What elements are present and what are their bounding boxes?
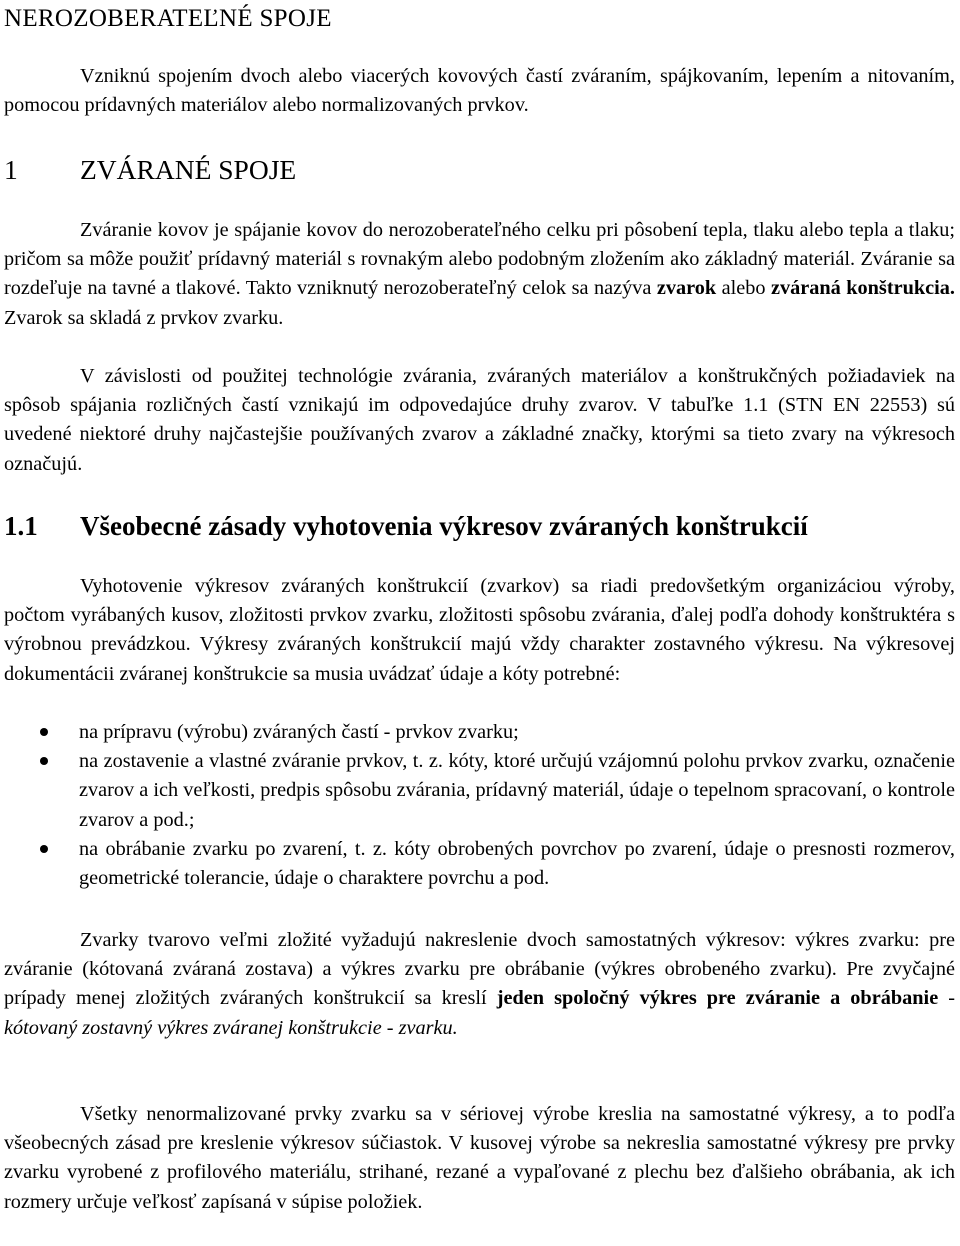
section-1-1-paragraph-3 [4, 1100, 955, 1217]
bullet-icon [40, 757, 48, 765]
section-1-1-number: 1.1 [4, 511, 38, 541]
list-item: na obrábanie zvarku po zvarení, t. z. kóty obrobených povrchov po zvarení, údaje o presnosti rozmerov, geometrické tolerancie, údaje o charaktere povrchu a pod. [4, 835, 955, 893]
s11p2-bold: jeden spoločný výkres pre zváranie a obrábanie [496, 987, 939, 1010]
s11p1-text: Vyhotovenie výkresov zváraných konštrukcií (zvarkov) sa riadi predovšetkým organizáciou výroby, počtom vyrábaných kusov, zložitosti prvkov zvarku, zložitosti spôsobu zvárania, ďalej podľa dohody konštruktéra s výrobnou prevádzkou. Výkresy zváraných konštrukcií majú vždy charakter zostavného výkresu. Na výkresovej dokumentácii zváranej konštrukcie sa musia uvádzať údaje a kóty potrebné: [4, 575, 955, 685]
section-1-1-heading [4, 509, 808, 543]
s11p3-text: Všetky nenormalizované prvky zvarku sa v sériovej výrobe kreslia na samostatné výkresy, a to podľa všeobecných zásad pre kreslenie výkresov súčiastok. V kusovej výrobe sa nekreslia samostatné výkresy pre prvky zvarku vyrobené z profilového materiálu, strihané, rezané a vypaľované z plechu bez ďalšieho obrábania, ak ich rozmery určuje veľkosť zapísaná v súpise položiek. [4, 1103, 955, 1213]
bullet-icon [40, 845, 48, 853]
page-title: NEROZOBERATEĽNÉ SPOJE [4, 5, 332, 32]
s11p2-text-c: - [938, 987, 956, 1010]
intro-paragraph [4, 62, 955, 120]
term-zvarok: zvarok [656, 277, 717, 300]
list-item: na prípravu (výrobu) zváraných častí - prvkov zvarku; [4, 718, 955, 747]
intro-text: Vzniknú spojením dvoch alebo viacerých kovových častí zváraním, spájkovaním, lepením a nitovaním, pomocou prídavných materiálov alebo normalizovaných prvkov. [4, 65, 955, 117]
section-1-1-paragraph-2 [4, 926, 955, 1043]
s11p2-italic: kótovaný zostavný výkres zváranej konštrukcie - zvarku. [4, 1016, 458, 1039]
section-1-heading [4, 154, 296, 186]
term-zvarana-konstrukcia: zváraná konštrukcia. [770, 277, 955, 300]
section-1-number: 1 [4, 154, 18, 185]
s1p1-text-c: alebo [716, 277, 771, 300]
s1p2-text: V závislosti od použitej technológie zvárania, zváraných materiálov a konštrukčných požiadaviek na spôsob spájania rozličných častí vznikajú im odpovedajúce druhy zvarov. V tabuľke 1.1 (STN EN 22553) sú uvedené niektoré druhy najčastejšie používaných zvarov a základné značky, ktorými sa tieto zvary na výkresoch označujú. [4, 365, 955, 475]
s1p1-text-a: Zváranie kovov je spájanie kovov do nerozoberateľného celku pri pôsobení tepla, tlaku alebo tepla a tlaku; pričom sa môže použiť prídavný materiál s rovnakým alebo podobným zložením ako základný materiál. Zváranie sa rozdeľuje na tavné a tlakové. Takto vzniknutý nerozoberateľný celok sa nazýva [4, 219, 955, 300]
s1p1-text-d: Zvarok sa skladá z prvkov zvarku. [4, 306, 284, 329]
s11p2-text-a: Zvarky tvarovo veľmi zložité vyžadujú nakreslenie dvoch samostatných výkresov: výkres zvarku: pre zváranie (kótovaná zváraná zostava) a výkres zvarku pre obrábanie (výkres obrobeného zvarku). Pre zvyčajné prípady menej zložitých zváraných konštrukcií sa kreslí [4, 929, 955, 1010]
section-1-paragraph-1 [4, 216, 955, 333]
section-1-title: ZVÁRANÉ SPOJE [80, 154, 297, 185]
list-item: na zostavenie a vlastné zváranie prvkov, t. z. kóty, ktoré určujú vzájomnú polohu prvkov zvarku, označenie zvarov a ich veľkosti, predpis spôsobu zvárania, prídavný materiál, údaje o tepelnom spracovaní, o kontrole zvarov a pod.; [4, 747, 955, 835]
bullet-icon [40, 728, 48, 736]
requirements-list [4, 718, 955, 893]
section-1-1-title: Všeobecné zásady vyhotovenia výkresov zváraných konštrukcií [80, 511, 808, 541]
section-1-paragraph-2 [4, 362, 955, 479]
section-1-1-paragraph-1 [4, 572, 955, 689]
